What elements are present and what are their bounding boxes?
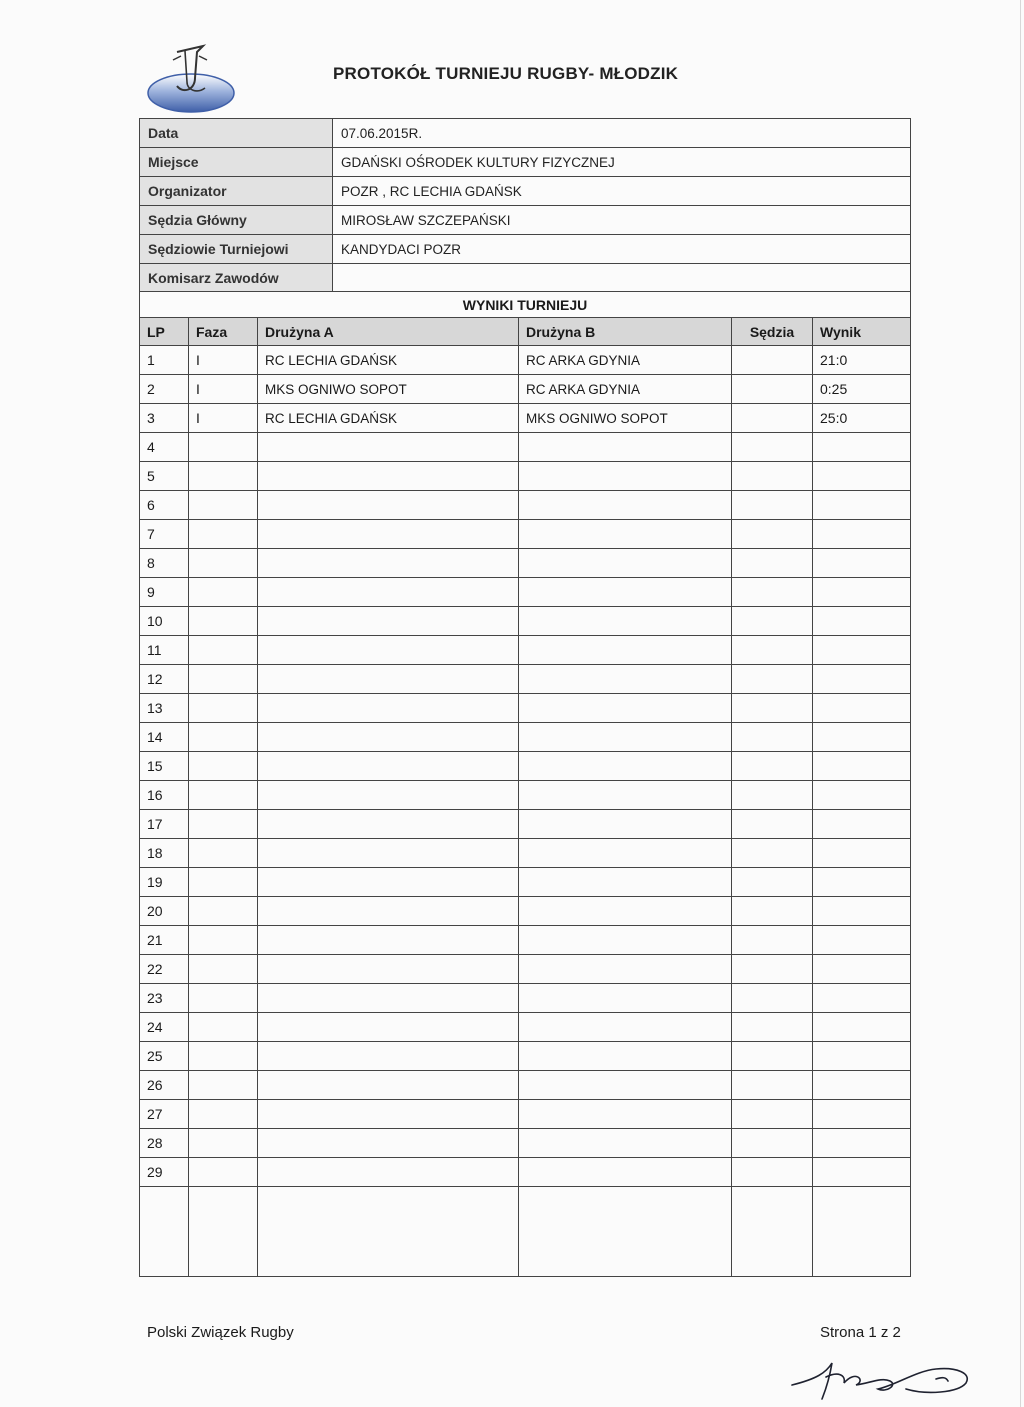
cell-wynik: 0:25 (813, 375, 911, 404)
info-value: KANDYDACI POZR (333, 235, 911, 264)
cell-lp: 3 (140, 404, 189, 433)
cell-lp: 26 (140, 1071, 189, 1100)
table-row (140, 578, 911, 607)
cell-team-a (258, 1100, 519, 1129)
table-row (140, 1071, 911, 1100)
cell-team-b: MKS OGNIWO SOPOT (519, 404, 732, 433)
cell-wynik (813, 578, 911, 607)
results-heading: WYNIKI TURNIEJU (140, 292, 911, 318)
cell-team-b (519, 1158, 732, 1187)
cell-team-a (258, 926, 519, 955)
info-value (333, 264, 911, 293)
cell-faza (189, 810, 258, 839)
cell-lp: 19 (140, 868, 189, 897)
table-row (140, 955, 911, 984)
cell-team-b (519, 636, 732, 665)
cell-team-a: RC LECHIA GDAŃSK (258, 346, 519, 375)
table-row (140, 607, 911, 636)
col-lp: LP (140, 318, 189, 346)
cell-team-b (519, 491, 732, 520)
table-row (140, 752, 911, 781)
cell-team-a: RC LECHIA GDAŃSK (258, 404, 519, 433)
cell-faza: I (189, 375, 258, 404)
table-row (140, 810, 911, 839)
cell-wynik (813, 752, 911, 781)
cell-sedzia (732, 984, 813, 1013)
cell-team-a (258, 897, 519, 926)
cell-team-b (519, 665, 732, 694)
cell-team-a (258, 433, 519, 462)
cell-faza (189, 1013, 258, 1042)
cell-lp: 24 (140, 1013, 189, 1042)
cell-faza (189, 1071, 258, 1100)
cell-faza (189, 752, 258, 781)
cell-sedzia (732, 781, 813, 810)
cell-lp: 21 (140, 926, 189, 955)
cell-sedzia (732, 433, 813, 462)
cell-faza (189, 1042, 258, 1071)
cell-wynik (813, 694, 911, 723)
page-title: PROTOKÓŁ TURNIEJU RUGBY- MŁODZIK (333, 64, 679, 83)
cell-sedzia (732, 1129, 813, 1158)
table-row (140, 1158, 911, 1187)
cell-sedzia (732, 462, 813, 491)
cell-sedzia (732, 752, 813, 781)
cell-wynik (813, 462, 911, 491)
cell-sedzia (732, 636, 813, 665)
cell-faza (189, 723, 258, 752)
cell-wynik (813, 1100, 911, 1129)
cell-wynik (813, 549, 911, 578)
cell-team-b (519, 607, 732, 636)
cell-team-b (519, 1071, 732, 1100)
cell-lp: 23 (140, 984, 189, 1013)
cell-wynik (813, 984, 911, 1013)
cell-wynik (813, 520, 911, 549)
cell-sedzia (732, 1158, 813, 1187)
info-label: Miejsce (140, 148, 333, 177)
cell-faza (189, 984, 258, 1013)
cell-sedzia (732, 1071, 813, 1100)
table-row (140, 984, 911, 1013)
cell-lp: 14 (140, 723, 189, 752)
info-row (140, 119, 911, 148)
cell-team-a (258, 839, 519, 868)
cell-sedzia (732, 723, 813, 752)
info-label: Organizator (140, 177, 333, 206)
table-row (140, 346, 911, 375)
cell-faza (189, 665, 258, 694)
cell-wynik (813, 665, 911, 694)
table-row (140, 491, 911, 520)
cell-lp: 4 (140, 433, 189, 462)
cell-team-b (519, 752, 732, 781)
table-row (140, 636, 911, 665)
cell-lp: 2 (140, 375, 189, 404)
table-row (140, 723, 911, 752)
cell-lp: 13 (140, 694, 189, 723)
results-table (139, 291, 911, 1277)
cell-team-a (258, 578, 519, 607)
cell-team-a (258, 1158, 519, 1187)
cell-team-a (258, 607, 519, 636)
cell-team-a (258, 549, 519, 578)
info-value: POZR , RC LECHIA GDAŃSK (333, 177, 911, 206)
cell-wynik (813, 491, 911, 520)
table-row (140, 868, 911, 897)
cell-sedzia (732, 520, 813, 549)
cell-sedzia (732, 578, 813, 607)
footer-page-number: Strona 1 z 2 (820, 1324, 901, 1341)
cell-sedzia (732, 1100, 813, 1129)
cell-team-b (519, 1042, 732, 1071)
cell-sedzia (732, 694, 813, 723)
cell-sedzia (732, 1042, 813, 1071)
cell-team-a (258, 694, 519, 723)
cell-team-a (258, 636, 519, 665)
cell-wynik (813, 723, 911, 752)
cell-sedzia (732, 607, 813, 636)
table-row (140, 520, 911, 549)
cell-faza (189, 897, 258, 926)
cell-team-a (258, 1071, 519, 1100)
cell-lp: 25 (140, 1042, 189, 1071)
info-row (140, 148, 911, 177)
col-wynik: Wynik (813, 318, 911, 346)
table-row (140, 1100, 911, 1129)
cell-team-a (258, 1042, 519, 1071)
cell-team-a (258, 1129, 519, 1158)
info-label: Komisarz Zawodów (140, 264, 333, 293)
cell-faza (189, 462, 258, 491)
cell-wynik (813, 1042, 911, 1071)
cell-wynik (813, 926, 911, 955)
cell-faza (189, 433, 258, 462)
cell-lp: 15 (140, 752, 189, 781)
cell-team-b (519, 1129, 732, 1158)
cell-wynik (813, 955, 911, 984)
cell-team-a (258, 752, 519, 781)
cell-team-a (258, 955, 519, 984)
cell-lp: 12 (140, 665, 189, 694)
cell-team-b (519, 694, 732, 723)
cell-wynik: 25:0 (813, 404, 911, 433)
cell-faza (189, 1158, 258, 1187)
cell-faza (189, 1129, 258, 1158)
cell-lp: 17 (140, 810, 189, 839)
cell-wynik (813, 781, 911, 810)
cell-lp: 5 (140, 462, 189, 491)
cell-lp: 22 (140, 955, 189, 984)
footer-organization: Polski Związek Rugby (147, 1324, 294, 1341)
cell-lp: 27 (140, 1100, 189, 1129)
cell-lp: 7 (140, 520, 189, 549)
info-value: 07.06.2015R. (333, 119, 911, 148)
table-row (140, 375, 911, 404)
cell-lp: 20 (140, 897, 189, 926)
cell-lp: 10 (140, 607, 189, 636)
table-row-blank (140, 1187, 911, 1277)
cell-team-b (519, 1013, 732, 1042)
cell-sedzia (732, 810, 813, 839)
cell-faza (189, 520, 258, 549)
cell-wynik: 21:0 (813, 346, 911, 375)
cell-wynik (813, 897, 911, 926)
cell-faza: I (189, 404, 258, 433)
cell-sedzia (732, 926, 813, 955)
cell-faza (189, 694, 258, 723)
table-row (140, 404, 911, 433)
cell-faza (189, 839, 258, 868)
col-sedzia: Sędzia (732, 318, 813, 346)
cell-lp: 28 (140, 1129, 189, 1158)
cell-sedzia (732, 549, 813, 578)
cell-team-b (519, 520, 732, 549)
table-row (140, 1129, 911, 1158)
cell-team-b (519, 462, 732, 491)
cell-team-b (519, 897, 732, 926)
cell-wynik (813, 607, 911, 636)
cell-faza (189, 549, 258, 578)
handwritten-signature (786, 1355, 976, 1403)
cell-team-a (258, 1013, 519, 1042)
cell-sedzia (732, 868, 813, 897)
cell-faza (189, 926, 258, 955)
table-row (140, 549, 911, 578)
table-row (140, 897, 911, 926)
cell-team-b (519, 984, 732, 1013)
cell-team-b: RC ARKA GDYNIA (519, 375, 732, 404)
cell-faza (189, 491, 258, 520)
page-edge (1020, 0, 1021, 1407)
cell-wynik (813, 839, 911, 868)
cell-faza (189, 868, 258, 897)
cell-lp: 29 (140, 1158, 189, 1187)
table-row (140, 694, 911, 723)
cell-wynik (813, 868, 911, 897)
cell-team-b (519, 433, 732, 462)
cell-faza (189, 578, 258, 607)
cell-faza (189, 607, 258, 636)
cell-team-a: MKS OGNIWO SOPOT (258, 375, 519, 404)
info-row (140, 206, 911, 235)
cell-faza (189, 955, 258, 984)
cell-team-a (258, 491, 519, 520)
cell-sedzia (732, 955, 813, 984)
table-row (140, 781, 911, 810)
info-label: Sędzia Główny (140, 206, 333, 235)
info-value: MIROSŁAW SZCZEPAŃSKI (333, 206, 911, 235)
cell-team-a (258, 520, 519, 549)
table-row (140, 926, 911, 955)
cell-team-b: RC ARKA GDYNIA (519, 346, 732, 375)
info-value: GDAŃSKI OŚRODEK KULTURY FIZYCZNEJ (333, 148, 911, 177)
table-row (140, 839, 911, 868)
col-team-a: Drużyna A (258, 318, 519, 346)
cell-team-b (519, 723, 732, 752)
cell-team-a (258, 810, 519, 839)
table-row (140, 462, 911, 491)
cell-team-b (519, 781, 732, 810)
cell-faza (189, 636, 258, 665)
cell-team-a (258, 868, 519, 897)
cell-team-a (258, 665, 519, 694)
info-label: Sędziowie Turniejowi (140, 235, 333, 264)
table-row (140, 665, 911, 694)
cell-team-b (519, 1100, 732, 1129)
cell-lp: 8 (140, 549, 189, 578)
cell-team-a (258, 984, 519, 1013)
cell-sedzia (732, 1013, 813, 1042)
cell-lp: 1 (140, 346, 189, 375)
cell-sedzia (732, 839, 813, 868)
cell-sedzia (732, 346, 813, 375)
cell-wynik (813, 810, 911, 839)
cell-faza (189, 781, 258, 810)
col-faza: Faza (189, 318, 258, 346)
cell-sedzia (732, 897, 813, 926)
table-row (140, 1013, 911, 1042)
cell-team-b (519, 810, 732, 839)
cell-lp: 11 (140, 636, 189, 665)
col-team-b: Drużyna B (519, 318, 732, 346)
cell-wynik (813, 433, 911, 462)
table-row (140, 433, 911, 462)
cell-wynik (813, 1013, 911, 1042)
info-row (140, 235, 911, 264)
cell-faza: I (189, 346, 258, 375)
cell-wynik (813, 1071, 911, 1100)
cell-lp: 9 (140, 578, 189, 607)
info-label: Data (140, 119, 333, 148)
tournament-info-table (139, 118, 911, 293)
cell-team-b (519, 578, 732, 607)
cell-sedzia (732, 491, 813, 520)
cell-team-b (519, 868, 732, 897)
cell-team-a (258, 462, 519, 491)
cell-wynik (813, 636, 911, 665)
cell-lp: 6 (140, 491, 189, 520)
cell-faza (189, 1100, 258, 1129)
cell-lp: 18 (140, 839, 189, 868)
rugby-union-logo (147, 38, 235, 114)
info-row (140, 177, 911, 206)
cell-team-b (519, 926, 732, 955)
cell-sedzia (732, 375, 813, 404)
cell-wynik (813, 1158, 911, 1187)
cell-team-a (258, 781, 519, 810)
info-row (140, 264, 911, 293)
table-row (140, 1042, 911, 1071)
cell-team-b (519, 955, 732, 984)
cell-lp: 16 (140, 781, 189, 810)
cell-sedzia (732, 404, 813, 433)
cell-team-b (519, 839, 732, 868)
cell-team-a (258, 723, 519, 752)
cell-team-b (519, 549, 732, 578)
cell-sedzia (732, 665, 813, 694)
cell-wynik (813, 1129, 911, 1158)
